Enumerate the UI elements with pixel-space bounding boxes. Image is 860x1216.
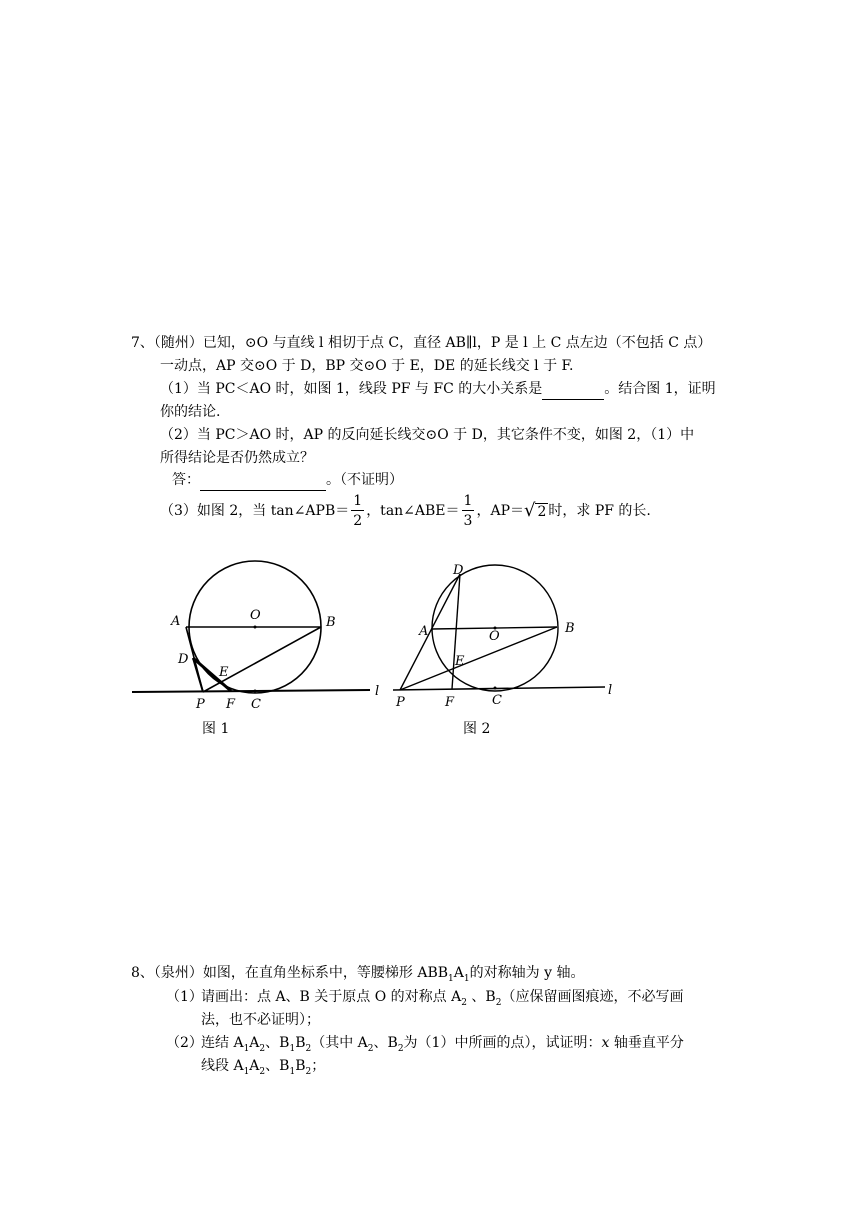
q7-part2-cont: 所得结论是否仍然成立？ bbox=[160, 450, 314, 466]
q8-item1-number: （1） bbox=[166, 989, 203, 1005]
fig1-label-p: P bbox=[196, 697, 205, 712]
fig1-center-o bbox=[254, 626, 257, 629]
fraction-num: 1 bbox=[353, 493, 363, 509]
q7-part3-text-d: 时，求 PF 的长. bbox=[548, 503, 651, 519]
q7-line1: 7、（随州）已知，⊙O 与直线 l 相切于点 C，直径 AB∥l，P 是 l 上 C 点左边（不包括 C 点） bbox=[131, 335, 712, 351]
q8-text: ； bbox=[311, 1058, 326, 1074]
fig1-label-o: O bbox=[250, 608, 261, 623]
q8-text: （应保留画图痕迹，不必写画 bbox=[501, 989, 684, 1005]
subscript: 2 bbox=[259, 1043, 266, 1054]
subscript: 2 bbox=[305, 1043, 312, 1054]
subscript: 1 bbox=[463, 973, 470, 984]
q7-part3-text-b: ，tan∠ABE＝ bbox=[366, 503, 460, 519]
answer-tail: 。（不证明） bbox=[326, 472, 403, 488]
fraction-den: 3 bbox=[463, 513, 473, 529]
fig1-label-d: D bbox=[178, 652, 189, 667]
q8-text: 、B bbox=[265, 1058, 290, 1074]
subscript: 1 bbox=[243, 1043, 250, 1054]
q8-text: A bbox=[249, 1035, 260, 1051]
fig2-label-o: O bbox=[489, 629, 500, 644]
subscript: 2 bbox=[367, 1043, 374, 1054]
q7-line2: 一动点，AP 交⊙O 于 D，BP 交⊙O 于 E，DE 的延长线交 l 于 F. bbox=[160, 358, 574, 374]
q8-text: 的对称轴为 y 轴。 bbox=[469, 965, 585, 981]
subscript: 2 bbox=[461, 997, 467, 1008]
subscript: 1 bbox=[289, 1066, 296, 1077]
q8-text: 请画出：点 A、B 关于原点 O 的对称点 A bbox=[201, 989, 462, 1005]
q8-text: （其中 A bbox=[311, 1035, 368, 1051]
q7-answer-line bbox=[172, 470, 403, 491]
q7-part1 bbox=[160, 379, 716, 400]
fig2-label-e: E bbox=[455, 654, 465, 669]
q8-text: 8、（泉州）如图，在直角坐标系中，等腰梯形 ABB bbox=[131, 965, 449, 981]
figure-1-caption: 图 1 bbox=[202, 721, 230, 737]
fig2-label-c: C bbox=[492, 693, 502, 708]
q8-line1 bbox=[131, 963, 584, 989]
q7-part1-text-b: 。结合图 1，证明 bbox=[604, 381, 716, 397]
q8-text: 、B bbox=[466, 989, 496, 1005]
q8-item1 bbox=[201, 987, 683, 1013]
fraction-one-third bbox=[462, 494, 475, 528]
fig1-label-l: l bbox=[375, 684, 380, 699]
fraction-den: 2 bbox=[353, 513, 363, 529]
variable-x: x bbox=[601, 1035, 610, 1051]
figure-2-caption: 图 2 bbox=[463, 721, 491, 737]
q8-item2-number: （2） bbox=[166, 1035, 203, 1051]
q7-part3-text-a: （3）如图 2，当 tan∠APB＝ bbox=[160, 503, 350, 519]
fig2-label-a: A bbox=[419, 624, 429, 639]
fig2-label-p: P bbox=[396, 695, 405, 710]
answer-label: 答： bbox=[172, 472, 200, 488]
fig2-point-c bbox=[494, 687, 497, 690]
subscript: 2 bbox=[305, 1066, 312, 1077]
q8-text: 轴垂直平分 bbox=[609, 1035, 684, 1051]
q7-part1-cont: 你的结论. bbox=[160, 404, 221, 420]
q8-text: A bbox=[249, 1058, 260, 1074]
fig2-label-b: B bbox=[565, 621, 575, 636]
sqrt-two: √ 2 bbox=[523, 499, 547, 521]
fig2-tangent-line-l bbox=[393, 687, 605, 690]
fig1-label-f: F bbox=[226, 697, 236, 712]
answer-blank-2 bbox=[200, 470, 326, 491]
fig2-label-d: D bbox=[453, 563, 464, 578]
subscript: 1 bbox=[243, 1066, 250, 1077]
subscript: 2 bbox=[259, 1066, 266, 1077]
q8-item2-cont bbox=[201, 1056, 325, 1082]
fig1-label-a: A bbox=[171, 614, 181, 629]
q8-text: 为（1）中所画的点），试证明： bbox=[403, 1035, 602, 1051]
fig1-label-c: C bbox=[251, 697, 261, 712]
subscript: 1 bbox=[448, 973, 454, 984]
q7-part1-text: （1）当 PC＜AO 时，如图 1，线段 PF 与 FC 的大小关系是 bbox=[160, 381, 543, 397]
fig2-label-l: l bbox=[608, 683, 613, 698]
q8-text: B bbox=[295, 1035, 306, 1051]
fig2-segment-df bbox=[452, 574, 460, 689]
fraction-one-half bbox=[351, 494, 364, 528]
q8-item1-cont: 法，也不必证明）； bbox=[201, 1012, 320, 1028]
fig1-tangent-line-l bbox=[132, 690, 370, 692]
q8-text: B bbox=[295, 1058, 306, 1074]
fig2-label-f: F bbox=[445, 695, 455, 710]
subscript: 1 bbox=[289, 1043, 296, 1054]
q7-part3 bbox=[160, 494, 651, 528]
sqrt-value: 2 bbox=[537, 503, 547, 520]
q8-text: 线段 A bbox=[201, 1058, 244, 1074]
q8-text: 、B bbox=[373, 1035, 398, 1051]
answer-blank-1 bbox=[542, 379, 604, 400]
figure-1 bbox=[125, 548, 395, 720]
q8-text: 连结 A bbox=[201, 1035, 244, 1051]
q8-text: 、B bbox=[265, 1035, 290, 1051]
fig1-label-b: B bbox=[326, 615, 336, 630]
q7-part3-text-c: ，AP＝ bbox=[476, 503, 524, 519]
fig1-point-c bbox=[254, 690, 257, 693]
fraction-num: 1 bbox=[463, 493, 473, 509]
subscript: 2 bbox=[397, 1043, 404, 1054]
q7-part2: （2）当 PC＞AO 时，AP 的反向延长线交⊙O 于 D，其它条件不变，如图 2，（1）中 bbox=[160, 427, 695, 443]
q8-text: A bbox=[453, 965, 464, 981]
fig1-label-e: E bbox=[219, 665, 229, 680]
q8-item2 bbox=[201, 1033, 684, 1059]
subscript: 2 bbox=[495, 997, 502, 1008]
figure-2 bbox=[385, 556, 625, 718]
